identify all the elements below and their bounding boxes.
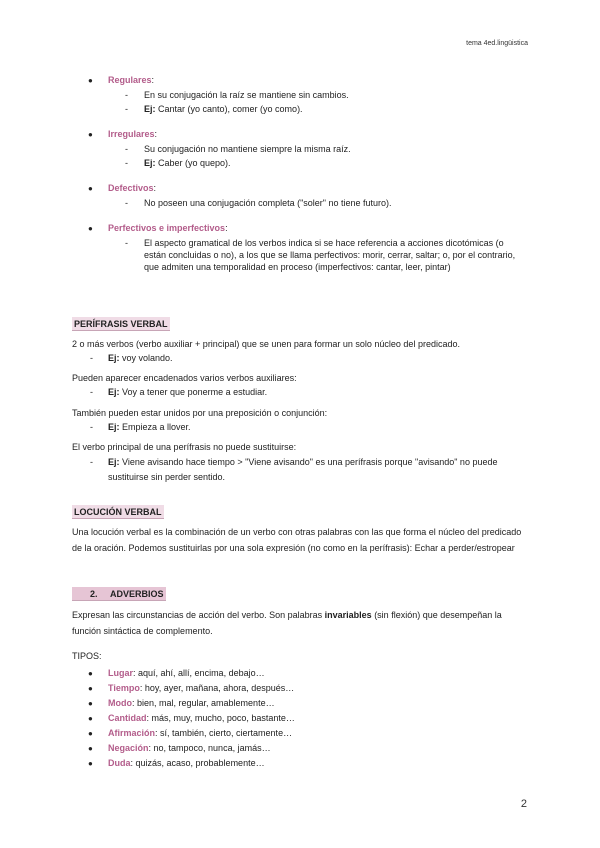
example-line bbox=[90, 352, 530, 364]
intro-bold: invariables bbox=[324, 610, 372, 620]
bullet-icon: ● bbox=[88, 130, 93, 140]
dash: - bbox=[90, 456, 93, 467]
list-item bbox=[88, 742, 295, 757]
ej-label: Ej: bbox=[108, 353, 120, 364]
list-item bbox=[88, 697, 295, 712]
dash: - bbox=[125, 89, 128, 100]
sub-text: No poseen una conjugación completa ("soler" no tiene futuro). bbox=[144, 197, 392, 208]
bullet-icon: ● bbox=[88, 224, 93, 234]
example-line bbox=[90, 421, 530, 433]
sub-item bbox=[125, 143, 528, 155]
intro-text: (sin flexión) que desempeñan la función sintáctica de complemento. bbox=[72, 610, 502, 636]
term-label: Perfectivos e imperfectivos bbox=[108, 223, 226, 234]
term-label: Irregulares bbox=[108, 129, 155, 140]
list-item bbox=[88, 727, 295, 742]
sub-item bbox=[125, 89, 528, 101]
type-label: Negación bbox=[108, 743, 149, 753]
list-item bbox=[88, 222, 528, 273]
list-item bbox=[88, 667, 295, 682]
sub-item bbox=[125, 103, 528, 115]
type-label: Lugar bbox=[108, 668, 134, 678]
type-label: Modo bbox=[108, 698, 132, 708]
type-text: : más, muy, mucho, poco, bastante… bbox=[146, 713, 295, 723]
section-heading-adverbios bbox=[72, 587, 166, 601]
sub-list bbox=[125, 197, 528, 209]
type-text: : sí, también, cierto, ciertamente… bbox=[155, 728, 293, 738]
dash: - bbox=[125, 158, 128, 169]
sub-text: Su conjugación no mantiene siempre la misma raíz. bbox=[144, 143, 351, 154]
colon: : bbox=[151, 75, 155, 85]
section-heading-locucion: LOCUCIÓN VERBAL bbox=[72, 505, 164, 519]
colon: : bbox=[153, 183, 157, 194]
colon: : bbox=[154, 129, 158, 140]
term-label: Regulares bbox=[108, 75, 152, 85]
page-number: 2 bbox=[520, 798, 527, 810]
term-label: Defectivos bbox=[108, 183, 154, 194]
type-label: Tiempo bbox=[108, 683, 140, 693]
list-item bbox=[88, 128, 528, 169]
adverbios-intro bbox=[72, 608, 530, 640]
ej-label: Ej: bbox=[108, 421, 120, 432]
example-text: Cantar (yo canto), comer (yo como). bbox=[155, 103, 303, 114]
type-text: : no, tampoco, nunca, jamás… bbox=[148, 743, 271, 753]
section-number: 2. bbox=[90, 589, 98, 599]
dash: - bbox=[125, 103, 128, 114]
list-item bbox=[88, 74, 528, 115]
bullet-icon: ● bbox=[88, 759, 93, 768]
type-text: : aquí, ahí, allí, encima, debajo… bbox=[133, 668, 265, 678]
bullet-icon: ● bbox=[88, 714, 93, 723]
type-label: Cantidad bbox=[108, 713, 147, 723]
sub-list bbox=[125, 143, 528, 169]
paragraph: También pueden estar unidos por una preposición o conjunción: bbox=[72, 407, 328, 418]
type-label: Duda bbox=[108, 758, 131, 768]
paragraph: El verbo principal de una perífrasis no puede sustituirse: bbox=[72, 441, 297, 452]
list-item bbox=[88, 182, 528, 209]
dash: - bbox=[90, 353, 93, 364]
locucion-body: Una locución verbal es la combinación de un verbo con otras palabras con las que forma el núcleo del predicado de la oración. Podemos sustituirlas por una sola expresión (no como en la perífrasis): Echar a perder/estropear bbox=[72, 527, 522, 553]
ej-label: Ej: bbox=[144, 103, 156, 114]
section-title: ADVERBIOS bbox=[110, 589, 164, 599]
sub-item bbox=[125, 197, 528, 209]
paragraph: Pueden aparecer encadenados varios verbos auxiliares: bbox=[72, 373, 297, 384]
example-text: Caber (yo quepo). bbox=[155, 158, 231, 169]
example-line bbox=[90, 386, 530, 398]
adverb-types-list bbox=[88, 667, 295, 772]
dash: - bbox=[90, 421, 93, 432]
dash: - bbox=[90, 387, 93, 398]
dash: - bbox=[125, 143, 128, 154]
type-label: Afirmación bbox=[108, 728, 156, 738]
example-text: Viene avisando hace tiempo > "Viene avisando" es una perífrasis porque "avisando" no puede sustituirse sin perder sentido. bbox=[108, 456, 498, 483]
dash: - bbox=[125, 197, 128, 208]
ej-label: Ej: bbox=[144, 158, 156, 169]
bullet-icon: ● bbox=[88, 729, 93, 738]
sub-item bbox=[125, 237, 528, 273]
ej-label: Ej: bbox=[108, 387, 120, 398]
example-text: Voy a tener que ponerme a estudiar. bbox=[119, 387, 268, 398]
sub-text: El aspecto gramatical de los verbos indica si se hace referencia a acciones dicotómicas (o están concluidas o no), a los que se llama perfectivos: morir, cerrar, saltar; o, por el contrario, que admiten una temporalidad en proceso (imperfectivos: cantar, leer, pintar) bbox=[144, 237, 516, 273]
list-item bbox=[88, 682, 295, 697]
type-text: : bien, mal, regular, amablemente… bbox=[132, 698, 275, 708]
sub-text: En su conjugación la raíz se mantiene sin cambios. bbox=[144, 89, 349, 100]
example-text: voy volando. bbox=[119, 353, 173, 364]
verb-types-list bbox=[88, 74, 528, 286]
intro-text: Expresan las circunstancias de acción del verbo. Son palabras bbox=[72, 610, 325, 620]
sub-list bbox=[125, 89, 528, 115]
colon: : bbox=[225, 223, 228, 234]
type-text: : hoy, ayer, mañana, ahora, después… bbox=[139, 683, 295, 693]
paragraph: 2 o más verbos (verbo auxiliar + principal) que se unen para formar un solo núcleo del predicado. bbox=[72, 339, 460, 349]
perifrasis-body bbox=[72, 338, 530, 486]
bullet-icon: ● bbox=[88, 184, 93, 194]
bullet-icon: ● bbox=[88, 744, 93, 753]
header-title: tema 4ed.lingüistica bbox=[466, 40, 528, 47]
section-heading-perifrasis: PERÍFRASIS VERBAL bbox=[72, 317, 170, 331]
sub-list bbox=[125, 237, 528, 273]
tipos-label: TIPOS: bbox=[72, 651, 102, 661]
bullet-icon: ● bbox=[88, 669, 93, 678]
bullet-icon: ● bbox=[88, 76, 93, 85]
sub-item bbox=[125, 157, 528, 169]
ej-label: Ej: bbox=[108, 456, 120, 467]
example-text: Empieza a llover. bbox=[119, 421, 191, 432]
example-line bbox=[90, 455, 530, 486]
list-item bbox=[88, 712, 295, 727]
type-text: : quizás, acaso, probablemente… bbox=[130, 758, 265, 768]
bullet-icon: ● bbox=[88, 684, 93, 693]
dash: - bbox=[125, 237, 128, 248]
list-item bbox=[88, 757, 295, 772]
bullet-icon: ● bbox=[88, 699, 93, 708]
